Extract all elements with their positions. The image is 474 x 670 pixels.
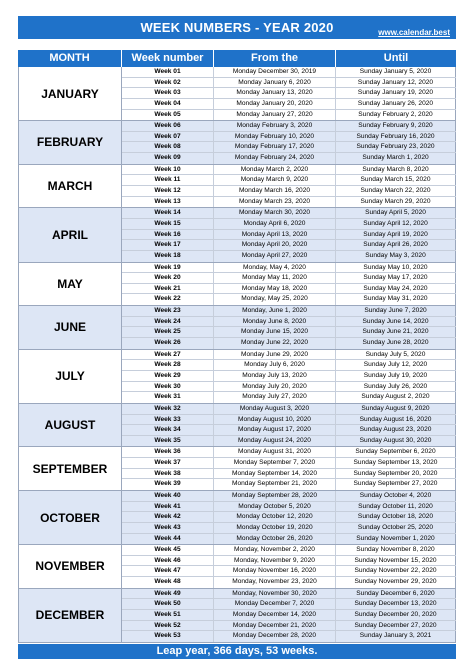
table-row xyxy=(122,589,456,600)
until-date-cell: Sunday August 23, 2020 xyxy=(336,425,456,435)
week-number-cell: Week 05 xyxy=(122,110,214,121)
from-date-cell: Monday June 29, 2020 xyxy=(214,350,336,360)
week-number-cell: Week 50 xyxy=(122,599,214,609)
month-block-october xyxy=(18,491,456,545)
week-number-cell: Week 23 xyxy=(122,306,214,316)
until-date-cell: Sunday June 28, 2020 xyxy=(336,338,456,349)
week-numbers-page xyxy=(18,16,456,659)
from-date-cell: Monday October 26, 2020 xyxy=(214,534,336,545)
from-date-cell: Monday August 24, 2020 xyxy=(214,436,336,447)
from-date-cell: Monday June 15, 2020 xyxy=(214,327,336,337)
table-row xyxy=(122,491,456,502)
week-number-cell: Week 10 xyxy=(122,165,214,175)
until-date-cell: Sunday March 22, 2020 xyxy=(336,186,456,196)
week-number-cell: Week 29 xyxy=(122,371,214,381)
table-row xyxy=(122,317,456,328)
table-row xyxy=(122,502,456,513)
column-header-from: From the xyxy=(214,50,336,67)
until-date-cell: Sunday August 9, 2020 xyxy=(336,404,456,414)
title-bar xyxy=(18,16,456,39)
month-block-september xyxy=(18,447,456,491)
month-weeks xyxy=(122,121,456,164)
until-date-cell: Sunday December 27, 2020 xyxy=(336,621,456,631)
table-row xyxy=(122,566,456,577)
table-row xyxy=(122,534,456,545)
until-date-cell: Sunday August 16, 2020 xyxy=(336,415,456,425)
column-header-month: MONTH xyxy=(18,50,122,67)
table-row xyxy=(122,230,456,241)
week-number-cell: Week 20 xyxy=(122,273,214,283)
week-number-cell: Week 36 xyxy=(122,447,214,457)
week-number-cell: Week 37 xyxy=(122,458,214,468)
until-date-cell: Sunday June 14, 2020 xyxy=(336,317,456,327)
week-number-cell: Week 12 xyxy=(122,186,214,196)
week-number-cell: Week 25 xyxy=(122,327,214,337)
month-weeks xyxy=(122,350,456,403)
from-date-cell: Monday September 14, 2020 xyxy=(214,469,336,479)
month-weeks xyxy=(122,491,456,544)
table-row xyxy=(122,121,456,132)
week-number-cell: Week 43 xyxy=(122,523,214,533)
week-number-cell: Week 24 xyxy=(122,317,214,327)
from-date-cell: Monday January 13, 2020 xyxy=(214,88,336,98)
month-block-june xyxy=(18,306,456,350)
week-number-cell: Week 08 xyxy=(122,142,214,152)
month-name: APRIL xyxy=(18,208,122,261)
until-date-cell: Sunday June 7, 2020 xyxy=(336,306,456,316)
until-date-cell: Sunday May 17, 2020 xyxy=(336,273,456,283)
from-date-cell: Monday April 6, 2020 xyxy=(214,219,336,229)
from-date-cell: Monday February 24, 2020 xyxy=(214,153,336,164)
week-number-cell: Week 46 xyxy=(122,556,214,566)
week-number-cell: Week 14 xyxy=(122,208,214,218)
from-date-cell: Monday November 16, 2020 xyxy=(214,566,336,576)
month-block-august xyxy=(18,404,456,448)
week-number-cell: Week 47 xyxy=(122,566,214,576)
week-number-cell: Week 52 xyxy=(122,621,214,631)
until-date-cell: Sunday January 26, 2020 xyxy=(336,99,456,109)
week-number-cell: Week 04 xyxy=(122,99,214,109)
week-number-cell: Week 13 xyxy=(122,197,214,208)
from-date-cell: Monday April 20, 2020 xyxy=(214,240,336,250)
until-date-cell: Sunday September 27, 2020 xyxy=(336,479,456,490)
week-number-cell: Week 41 xyxy=(122,502,214,512)
from-date-cell: Monday March 16, 2020 xyxy=(214,186,336,196)
from-date-cell: Monday May 11, 2020 xyxy=(214,273,336,283)
until-date-cell: Sunday August 2, 2020 xyxy=(336,392,456,403)
table-row xyxy=(122,273,456,284)
until-date-cell: Sunday September 13, 2020 xyxy=(336,458,456,468)
until-date-cell: Sunday February 9, 2020 xyxy=(336,121,456,131)
footer-note: Leap year, 366 days, 53 weeks. xyxy=(18,644,456,659)
until-date-cell: Sunday November 29, 2020 xyxy=(336,577,456,588)
table-row xyxy=(122,360,456,371)
from-date-cell: Monday October 19, 2020 xyxy=(214,523,336,533)
month-name: MARCH xyxy=(18,165,122,208)
week-number-cell: Week 30 xyxy=(122,382,214,392)
week-number-cell: Week 33 xyxy=(122,415,214,425)
table-row xyxy=(122,88,456,99)
from-date-cell: Monday March 2, 2020 xyxy=(214,165,336,175)
table-row xyxy=(122,197,456,208)
table-row xyxy=(122,251,456,262)
table-row xyxy=(122,153,456,164)
week-number-cell: Week 18 xyxy=(122,251,214,262)
until-date-cell: Sunday June 21, 2020 xyxy=(336,327,456,337)
until-date-cell: Sunday November 8, 2020 xyxy=(336,545,456,555)
from-date-cell: Monday August 31, 2020 xyxy=(214,447,336,457)
table-row xyxy=(122,263,456,274)
from-date-cell: Monday August 17, 2020 xyxy=(214,425,336,435)
month-weeks xyxy=(122,306,456,349)
month-name: JULY xyxy=(18,350,122,403)
from-date-cell: Monday, November 30, 2020 xyxy=(214,589,336,599)
until-date-cell: Sunday May 3, 2020 xyxy=(336,251,456,262)
week-number-cell: Week 15 xyxy=(122,219,214,229)
until-date-cell: Sunday October 4, 2020 xyxy=(336,491,456,501)
month-name: AUGUST xyxy=(18,404,122,447)
until-date-cell: Sunday April 26, 2020 xyxy=(336,240,456,250)
until-date-cell: Sunday July 26, 2020 xyxy=(336,382,456,392)
table-row xyxy=(122,165,456,176)
table-row xyxy=(122,512,456,523)
from-date-cell: Monday March 9, 2020 xyxy=(214,175,336,185)
table-row xyxy=(122,425,456,436)
month-name: JANUARY xyxy=(18,67,122,120)
month-weeks xyxy=(122,67,456,120)
from-date-cell: Monday, November 23, 2020 xyxy=(214,577,336,588)
table-row xyxy=(122,175,456,186)
until-date-cell: Sunday December 6, 2020 xyxy=(336,589,456,599)
month-name: SEPTEMBER xyxy=(18,447,122,490)
until-date-cell: Sunday January 5, 2020 xyxy=(336,67,456,77)
column-header-week-number: Week number xyxy=(122,50,214,67)
month-name: OCTOBER xyxy=(18,491,122,544)
table-row xyxy=(122,240,456,251)
from-date-cell: Monday July 20, 2020 xyxy=(214,382,336,392)
table-row xyxy=(122,599,456,610)
from-date-cell: Monday March 23, 2020 xyxy=(214,197,336,208)
month-block-march xyxy=(18,165,456,209)
from-date-cell: Monday July 13, 2020 xyxy=(214,371,336,381)
until-date-cell: Sunday November 22, 2020 xyxy=(336,566,456,576)
week-number-cell: Week 19 xyxy=(122,263,214,273)
week-number-cell: Week 53 xyxy=(122,631,214,642)
table-row xyxy=(122,577,456,588)
table-row xyxy=(122,631,456,642)
month-block-july xyxy=(18,350,456,404)
table-row xyxy=(122,284,456,295)
from-date-cell: Monday July 6, 2020 xyxy=(214,360,336,370)
table-row xyxy=(122,469,456,480)
from-date-cell: Monday September 28, 2020 xyxy=(214,491,336,501)
table-row xyxy=(122,132,456,143)
week-number-cell: Week 06 xyxy=(122,121,214,131)
week-number-cell: Week 45 xyxy=(122,545,214,555)
week-number-cell: Week 32 xyxy=(122,404,214,414)
until-date-cell: Sunday November 15, 2020 xyxy=(336,556,456,566)
table-row xyxy=(122,415,456,426)
until-date-cell: Sunday January 19, 2020 xyxy=(336,88,456,98)
from-date-cell: Monday February 10, 2020 xyxy=(214,132,336,142)
until-date-cell: Sunday February 16, 2020 xyxy=(336,132,456,142)
week-number-cell: Week 16 xyxy=(122,230,214,240)
from-date-cell: Monday October 12, 2020 xyxy=(214,512,336,522)
from-date-cell: Monday February 17, 2020 xyxy=(214,142,336,152)
week-number-cell: Week 27 xyxy=(122,350,214,360)
from-date-cell: Monday June 22, 2020 xyxy=(214,338,336,349)
table-row xyxy=(122,67,456,78)
table-row xyxy=(122,392,456,403)
week-table xyxy=(18,67,456,643)
table-row xyxy=(122,545,456,556)
table-row xyxy=(122,458,456,469)
table-row xyxy=(122,556,456,567)
table-row xyxy=(122,110,456,121)
week-number-cell: Week 07 xyxy=(122,132,214,142)
month-name: MAY xyxy=(18,263,122,306)
week-number-cell: Week 38 xyxy=(122,469,214,479)
table-row xyxy=(122,447,456,458)
week-number-cell: Week 17 xyxy=(122,240,214,250)
month-weeks xyxy=(122,404,456,447)
until-date-cell: Sunday March 29, 2020 xyxy=(336,197,456,208)
week-number-cell: Week 35 xyxy=(122,436,214,447)
month-weeks xyxy=(122,263,456,306)
week-number-cell: Week 31 xyxy=(122,392,214,403)
table-row xyxy=(122,350,456,361)
from-date-cell: Monday January 27, 2020 xyxy=(214,110,336,121)
until-date-cell: Sunday January 3, 2021 xyxy=(336,631,456,642)
month-weeks xyxy=(122,545,456,588)
table-row xyxy=(122,382,456,393)
table-row xyxy=(122,404,456,415)
week-number-cell: Week 26 xyxy=(122,338,214,349)
month-name: JUNE xyxy=(18,306,122,349)
site-link[interactable]: www.calendar.best xyxy=(378,28,450,37)
until-date-cell: Sunday September 20, 2020 xyxy=(336,469,456,479)
until-date-cell: Sunday April 12, 2020 xyxy=(336,219,456,229)
until-date-cell: Sunday April 5, 2020 xyxy=(336,208,456,218)
until-date-cell: Sunday March 8, 2020 xyxy=(336,165,456,175)
from-date-cell: Monday, June 1, 2020 xyxy=(214,306,336,316)
until-date-cell: Sunday May 31, 2020 xyxy=(336,294,456,305)
month-block-may xyxy=(18,263,456,307)
from-date-cell: Monday September 21, 2020 xyxy=(214,479,336,490)
table-row xyxy=(122,306,456,317)
week-number-cell: Week 03 xyxy=(122,88,214,98)
from-date-cell: Monday December 14, 2020 xyxy=(214,610,336,620)
week-number-cell: Week 34 xyxy=(122,425,214,435)
from-date-cell: Monday, November 2, 2020 xyxy=(214,545,336,555)
page-title: WEEK NUMBERS - YEAR 2020 xyxy=(140,20,334,35)
from-date-cell: Monday, May 25, 2020 xyxy=(214,294,336,305)
month-block-november xyxy=(18,545,456,589)
until-date-cell: Sunday July 5, 2020 xyxy=(336,350,456,360)
from-date-cell: Monday, November 9, 2020 xyxy=(214,556,336,566)
month-block-february xyxy=(18,121,456,165)
until-date-cell: Sunday July 12, 2020 xyxy=(336,360,456,370)
until-date-cell: Sunday April 19, 2020 xyxy=(336,230,456,240)
week-number-cell: Week 44 xyxy=(122,534,214,545)
from-date-cell: Monday July 27, 2020 xyxy=(214,392,336,403)
table-row xyxy=(122,78,456,89)
week-number-cell: Week 28 xyxy=(122,360,214,370)
column-header-until: Until xyxy=(383,52,409,64)
until-date-cell: Sunday July 19, 2020 xyxy=(336,371,456,381)
month-block-december xyxy=(18,589,456,643)
until-date-cell: Sunday November 1, 2020 xyxy=(336,534,456,545)
until-date-cell: Sunday March 1, 2020 xyxy=(336,153,456,164)
from-date-cell: Monday January 6, 2020 xyxy=(214,78,336,88)
until-date-cell: Sunday August 30, 2020 xyxy=(336,436,456,447)
table-row xyxy=(122,208,456,219)
month-weeks xyxy=(122,165,456,208)
from-date-cell: Monday October 5, 2020 xyxy=(214,502,336,512)
month-block-january xyxy=(18,67,456,121)
from-date-cell: Monday August 3, 2020 xyxy=(214,404,336,414)
table-row xyxy=(122,479,456,490)
from-date-cell: Monday, May 4, 2020 xyxy=(214,263,336,273)
until-date-cell: Sunday October 11, 2020 xyxy=(336,502,456,512)
from-date-cell: Monday December 30, 2019 xyxy=(214,67,336,77)
from-date-cell: Monday January 20, 2020 xyxy=(214,99,336,109)
from-date-cell: Monday December 7, 2020 xyxy=(214,599,336,609)
month-name: FEBRUARY xyxy=(18,121,122,164)
week-number-cell: Week 39 xyxy=(122,479,214,490)
table-row xyxy=(122,186,456,197)
week-number-cell: Week 40 xyxy=(122,491,214,501)
month-block-april xyxy=(18,208,456,262)
table-row xyxy=(122,371,456,382)
table-row xyxy=(122,610,456,621)
table-row xyxy=(122,142,456,153)
from-date-cell: Monday May 18, 2020 xyxy=(214,284,336,294)
until-date-cell: Sunday March 15, 2020 xyxy=(336,175,456,185)
until-date-cell: Sunday December 13, 2020 xyxy=(336,599,456,609)
week-number-cell: Week 42 xyxy=(122,512,214,522)
from-date-cell: Monday December 28, 2020 xyxy=(214,631,336,642)
month-weeks xyxy=(122,447,456,490)
from-date-cell: Monday June 8, 2020 xyxy=(214,317,336,327)
month-weeks xyxy=(122,208,456,261)
until-date-cell: Sunday February 23, 2020 xyxy=(336,142,456,152)
until-date-cell: Sunday May 10, 2020 xyxy=(336,263,456,273)
from-date-cell: Monday September 7, 2020 xyxy=(214,458,336,468)
from-date-cell: Monday April 13, 2020 xyxy=(214,230,336,240)
table-row xyxy=(122,219,456,230)
from-date-cell: Monday August 10, 2020 xyxy=(214,415,336,425)
week-number-cell: Week 02 xyxy=(122,78,214,88)
week-number-cell: Week 21 xyxy=(122,284,214,294)
month-weeks xyxy=(122,589,456,642)
from-date-cell: Monday March 30, 2020 xyxy=(214,208,336,218)
table-row xyxy=(122,523,456,534)
until-date-cell: Sunday January 12, 2020 xyxy=(336,78,456,88)
week-number-cell: Week 11 xyxy=(122,175,214,185)
from-date-cell: Monday April 27, 2020 xyxy=(214,251,336,262)
until-date-cell: Sunday May 24, 2020 xyxy=(336,284,456,294)
until-date-cell: Sunday December 20, 2020 xyxy=(336,610,456,620)
until-date-cell: Sunday October 25, 2020 xyxy=(336,523,456,533)
week-number-cell: Week 09 xyxy=(122,153,214,164)
table-row xyxy=(122,436,456,447)
until-date-cell: Sunday October 18, 2020 xyxy=(336,512,456,522)
from-date-cell: Monday February 3, 2020 xyxy=(214,121,336,131)
week-number-cell: Week 51 xyxy=(122,610,214,620)
table-row xyxy=(122,621,456,632)
until-date-cell: Sunday September 6, 2020 xyxy=(336,447,456,457)
until-date-cell: Sunday February 2, 2020 xyxy=(336,110,456,121)
table-header xyxy=(18,50,456,67)
week-number-cell: Week 22 xyxy=(122,294,214,305)
week-number-cell: Week 48 xyxy=(122,577,214,588)
month-name: DECEMBER xyxy=(18,589,122,642)
table-row xyxy=(122,294,456,305)
table-row xyxy=(122,99,456,110)
month-name: NOVEMBER xyxy=(18,545,122,588)
week-number-cell: Week 49 xyxy=(122,589,214,599)
week-number-cell: Week 01 xyxy=(122,67,214,77)
table-row xyxy=(122,338,456,349)
table-row xyxy=(122,327,456,338)
from-date-cell: Monday December 21, 2020 xyxy=(214,621,336,631)
